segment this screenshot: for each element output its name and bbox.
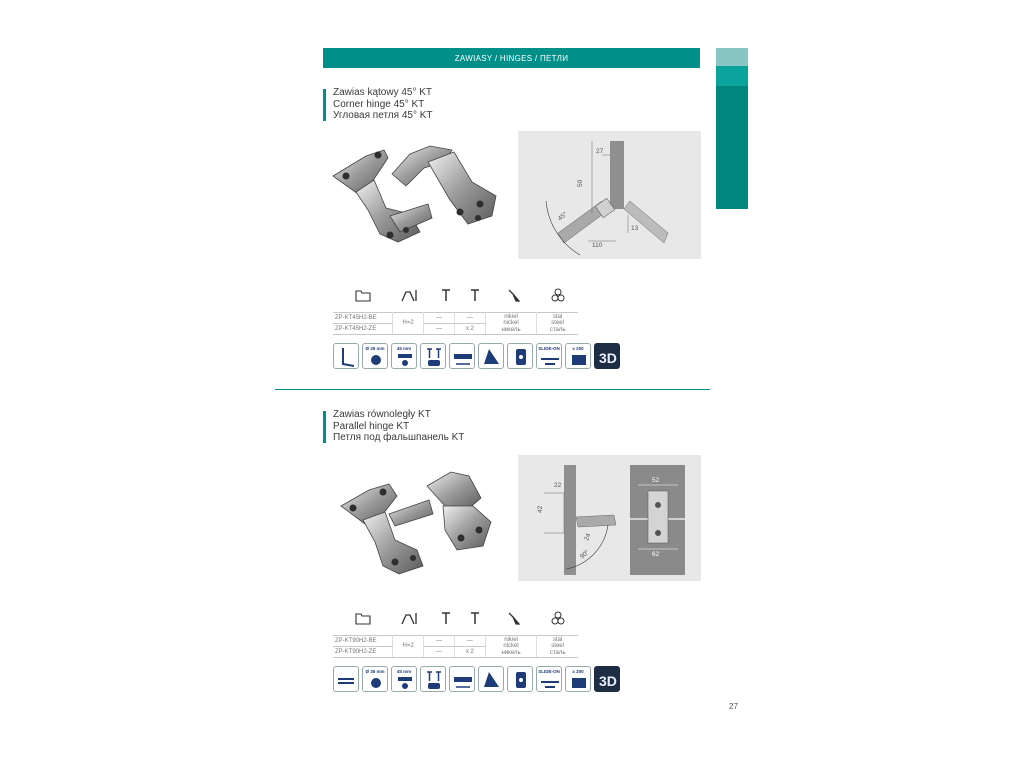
dim-24: 24	[583, 532, 593, 542]
folder-icon	[355, 611, 371, 627]
product-code: ZP-KT45H2-BE	[333, 313, 393, 324]
cell-value: —	[424, 636, 455, 647]
cover-cap-icon	[507, 343, 533, 369]
angle-icon	[478, 666, 504, 692]
hinge-spacer-icon	[401, 288, 417, 304]
cell-value: —	[454, 313, 485, 324]
package-icon	[565, 666, 591, 692]
side-tab	[716, 48, 748, 66]
material-cell	[537, 313, 578, 335]
cell-value: —	[424, 313, 455, 324]
title-accent-bar	[323, 89, 326, 121]
overlay-icon	[333, 666, 359, 692]
finish-ru: никель	[501, 649, 521, 656]
cup-depth-icon	[391, 343, 417, 369]
finish-cell	[485, 313, 536, 335]
overlay-icon	[333, 343, 359, 369]
table-header-icons	[333, 288, 578, 308]
screws-icon	[420, 343, 446, 369]
title-en: Corner hinge 45° KT	[333, 98, 425, 110]
angle-icon	[478, 343, 504, 369]
title-ru: Петля под фальшпанель KT	[333, 432, 465, 443]
finish-brush-icon	[507, 288, 523, 304]
finish-ru: никель	[501, 326, 521, 333]
feature-icons	[333, 666, 619, 692]
folder-icon	[355, 288, 371, 304]
dim-90deg: 90°	[578, 548, 591, 561]
material-icon	[551, 288, 567, 304]
cell-value: —	[424, 647, 455, 658]
cover-cap-icon	[507, 666, 533, 692]
cell-value: —	[454, 636, 485, 647]
pack-label: x 200	[572, 346, 584, 351]
cell-value: x 2	[454, 647, 485, 658]
adjustment-icon	[449, 343, 475, 369]
hinge-spacer-icon	[401, 611, 417, 627]
section-header: ZAWIASY / HINGES / ПЕТЛИ	[323, 48, 700, 68]
depth-label: 45 mm	[396, 669, 412, 674]
screw-icon	[470, 288, 486, 304]
screw-icon	[470, 611, 486, 627]
three-d-adjust-icon	[594, 343, 620, 369]
spacer-value: H=2	[393, 313, 424, 335]
dim-42: 42	[537, 505, 544, 513]
corner-hinge-diagram	[518, 131, 701, 259]
product-code: ZP-KT90H2-BE	[333, 636, 393, 647]
product-title-parallel-hinge	[323, 409, 523, 444]
side-tab-block	[716, 86, 748, 209]
finish-pl: nikiel	[504, 313, 518, 320]
cup-depth-icon	[391, 666, 417, 692]
dim-27: 27	[596, 148, 604, 155]
side-tab-active	[716, 66, 748, 86]
finish-cell	[485, 636, 536, 658]
material-en: steel	[551, 643, 564, 650]
dim-22: 22	[554, 482, 562, 489]
screw-icon	[441, 611, 457, 627]
title-en: Parallel hinge KT	[333, 420, 410, 432]
cell-value: —	[424, 324, 455, 335]
dim-45deg: 45°	[556, 210, 569, 223]
cell-value: x 2	[454, 324, 485, 335]
product-code: ZP-KT45H2-ZE	[333, 324, 393, 335]
finish-en: nickel	[503, 320, 519, 327]
dim-50: 50	[577, 179, 584, 187]
slide-on-icon	[536, 666, 562, 692]
dim-52: 52	[652, 477, 660, 484]
screws-icon	[420, 666, 446, 692]
page-number: 27	[729, 702, 738, 711]
material-cell	[537, 636, 578, 658]
feature-icons	[333, 343, 619, 369]
product-title-corner-hinge	[323, 87, 523, 122]
title-accent-bar	[323, 411, 326, 443]
finish-en: nickel	[503, 643, 519, 650]
product-code: ZP-KT90H2-ZE	[333, 647, 393, 658]
dim-62: 62	[652, 551, 660, 558]
dim-13: 13	[631, 225, 639, 232]
cup-diameter-icon	[362, 343, 388, 369]
material-icon	[551, 611, 567, 627]
spacer-value: H=2	[393, 636, 424, 658]
package-icon	[565, 343, 591, 369]
dim-110: 110	[592, 242, 603, 249]
adjustment-icon	[449, 666, 475, 692]
section-divider	[275, 389, 710, 390]
slide-on-icon	[536, 343, 562, 369]
three-d-label: 3D	[599, 673, 617, 689]
depth-label: 45 mm	[396, 346, 412, 351]
parallel-hinge-diagram	[518, 455, 701, 581]
title-ru: Угловая петля 45° KT	[333, 110, 433, 121]
finish-pl: nikiel	[504, 636, 518, 643]
three-d-label: 3D	[599, 350, 617, 366]
material-ru: сталь	[549, 649, 566, 656]
title-pl: Zawias kątowy 45° KT	[333, 87, 433, 98]
table-header-icons	[333, 611, 578, 631]
cup-diameter-label: Ø 35 mm	[365, 669, 385, 674]
screw-icon	[441, 288, 457, 304]
finish-brush-icon	[507, 611, 523, 627]
material-en: steel	[551, 320, 564, 327]
pack-label: x 200	[572, 669, 584, 674]
cup-diameter-label: Ø 35 mm	[365, 346, 385, 351]
parallel-hinge-photo	[333, 462, 513, 582]
title-pl: Zawias równoległy KT	[333, 409, 431, 420]
material-pl: stal	[552, 313, 563, 320]
three-d-adjust-icon	[594, 666, 620, 692]
cup-diameter-icon	[362, 666, 388, 692]
material-ru: сталь	[549, 326, 566, 333]
slide-on-label: SLIDE-ON	[538, 346, 560, 351]
material-pl: stal	[552, 636, 563, 643]
slide-on-label: SLIDE-ON	[538, 669, 560, 674]
corner-hinge-photo	[328, 138, 508, 253]
